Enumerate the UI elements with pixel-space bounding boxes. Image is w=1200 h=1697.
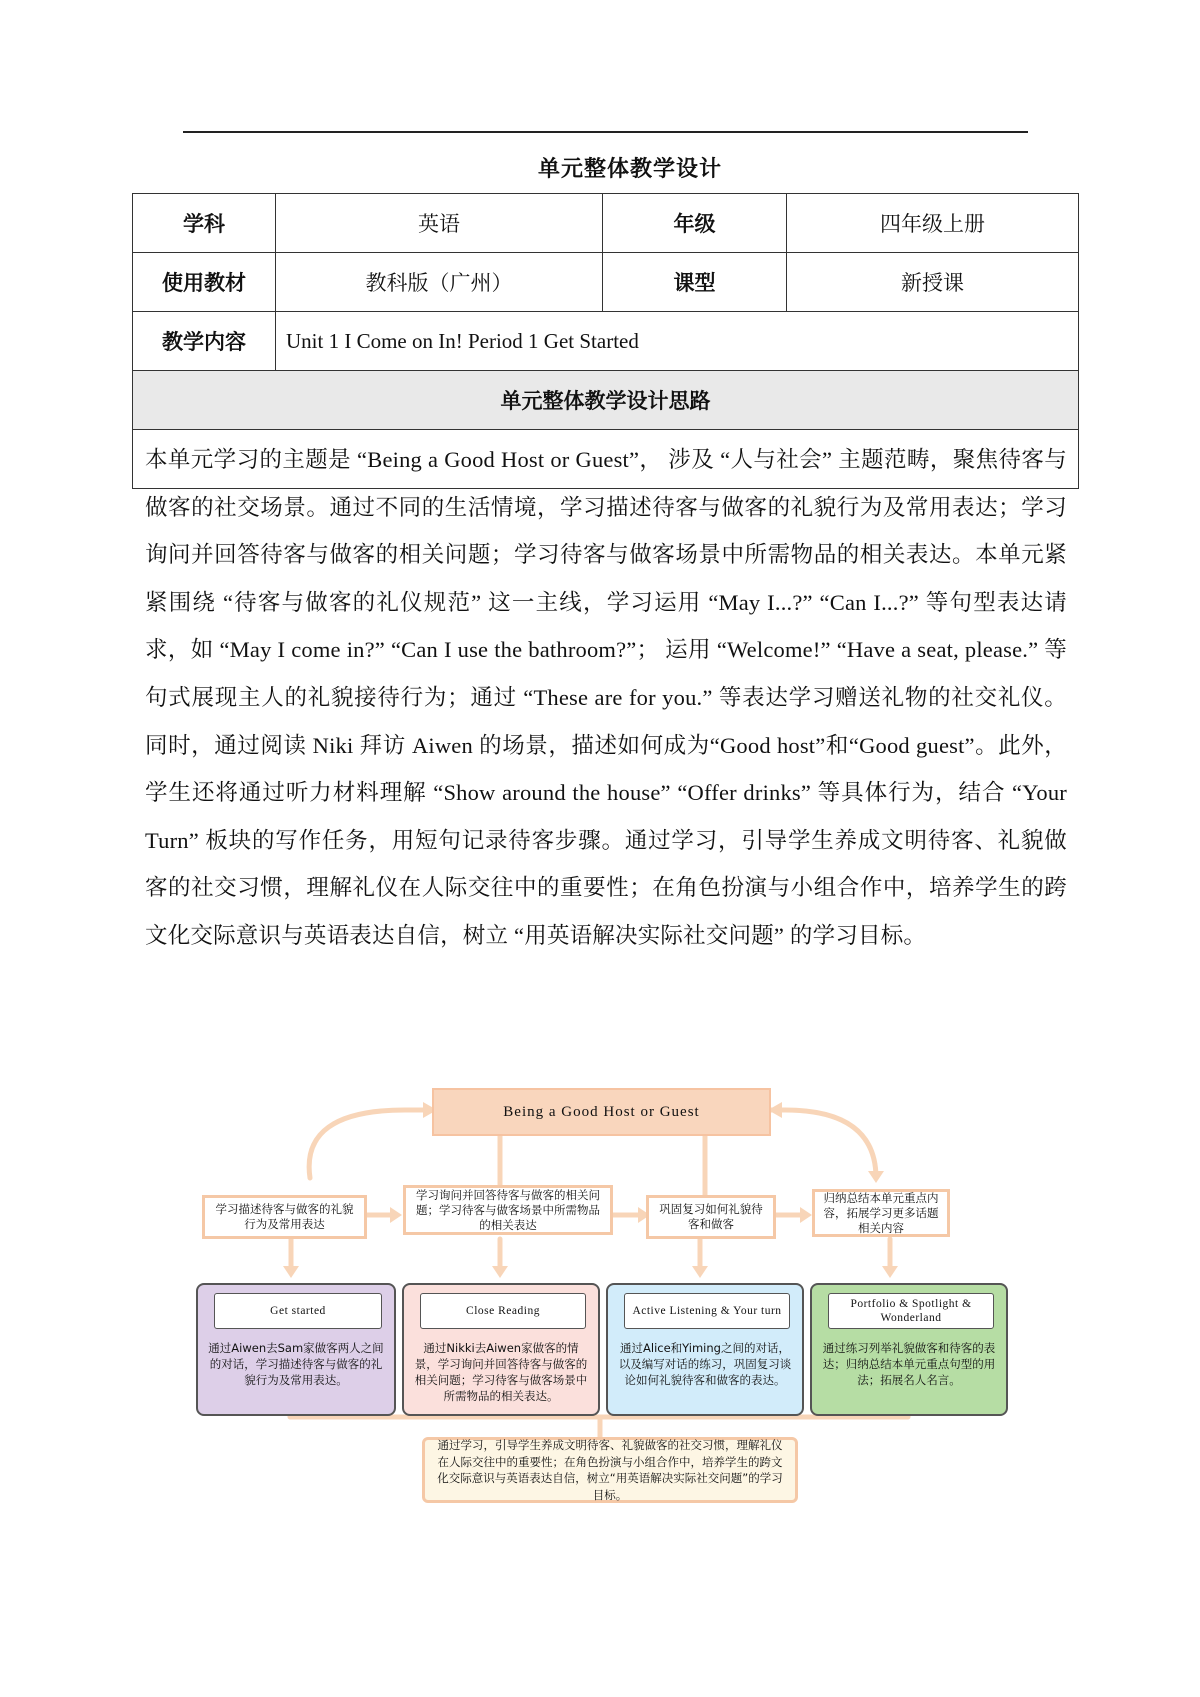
objective-box: 学习描述待客与做客的礼貌行为及常用表达 <box>202 1195 367 1239</box>
textbook-label: 使用教材 <box>133 253 276 312</box>
table-row <box>133 194 1079 253</box>
lesson-card <box>606 1283 804 1416</box>
card-title: Get started <box>214 1293 382 1329</box>
lesson-card <box>810 1283 1008 1416</box>
diagram-title-box: Being a Good Host or Guest <box>432 1088 771 1136</box>
content-value: Unit 1 I Come on In! Period 1 Get Started <box>276 312 1079 371</box>
design-section-heading: 单元整体教学设计思路 <box>133 371 1079 430</box>
objective-box: 学习询问并回答待客与做客的相关问题；学习待客与做客场景中所需物品的相关表达 <box>403 1185 613 1235</box>
card-text: 通过Aiwen去Sam家做客两人之间的对话，学习描述待客与做客的礼貌行为及常用表达。 <box>208 1341 384 1387</box>
lesson-type-value: 新授课 <box>787 253 1079 312</box>
learning-goal-box: 通过学习，引导学生养成文明待客、礼貌做客的社交习惯，理解礼仪在人际交往中的重要性；在角色扮演与小组合作中，培养学生的跨文化交际意识与英语表达自信，树立“用英语解决实际社交问题”的学习目标。 <box>422 1437 798 1503</box>
card-title: Active Listening & Your turn <box>624 1293 790 1329</box>
card-text: 通过练习列举礼貌做客和待客的表达；归纳总结本单元重点句型的用法；拓展名人名言。 <box>822 1341 996 1387</box>
table-row <box>133 253 1079 312</box>
objective-box: 巩固复习如何礼貌待客和做客 <box>646 1195 776 1239</box>
objective-box: 归纳总结本单元重点内容，拓展学习更多话题相关内容 <box>812 1189 950 1237</box>
document-title: 单元整体教学设计 <box>537 157 722 182</box>
textbook-value: 教科版（广州） <box>276 253 603 312</box>
design-body-cell <box>133 430 1079 948</box>
lesson-info-table <box>132 193 1079 948</box>
table-row <box>133 430 1079 489</box>
grade-value: 四年级上册 <box>787 194 1079 253</box>
subject-label: 学科 <box>133 194 276 253</box>
card-title: Close Reading <box>420 1293 586 1329</box>
table-row <box>133 371 1079 430</box>
card-text: 通过Nikki去Aiwen家做客的情景，学习询问并回答待客与做客的相关问题；学习待客与做客场景中所需物品的相关表达。 <box>414 1341 588 1403</box>
header-rule <box>183 131 1028 133</box>
lesson-card <box>402 1283 600 1416</box>
table-row <box>133 312 1079 371</box>
grade-label: 年级 <box>603 194 787 253</box>
lesson-card <box>196 1283 396 1416</box>
card-title: Portfolio & Spotlight & Wonderland <box>828 1293 994 1329</box>
unit-structure-diagram <box>190 1085 1020 1515</box>
card-text: 通过Alice和Yiming之间的对话，以及编写对话的练习，巩固复习谈论如何礼貌待客和做客的表达。 <box>618 1341 792 1387</box>
content-label: 教学内容 <box>133 312 276 371</box>
lesson-type-label: 课型 <box>603 253 787 312</box>
design-paragraph: 本单元学习的主题是 “Being a Good Host or Guest”， 涉及 “人与社会” 主题范畴，聚焦待客与做客的社交场景。通过不同的生活情境，学习描述待客与做客的礼貌行为及常用表达；学习询问并回答待客与做客的相关问题；学习待客与做客场景中所需物品的相关表达。本单元紧紧围绕 “待客与做客的礼仪规范” 这一主线，学习运用 “May I...?” “Can I...?” 等句型表达请求，如 “May I come in?” “Can I use the bathroom?”； 运用 “Welcome!” “Have a seat, please.” 等句式展现主人的礼貌接待行为；通过 “These are for you.” 等表达学习赠送礼物的社交礼仪。同时，通过阅读 Niki 拜访 Aiwen 的场景，描述如何成为“Good host”和“Good guest”。此外，学生还将通过听力材料理解 “Show around the house” “Offer drinks” 等具体行为，结合 “Your Turn” 板块的写作任务，用短句记录待客步骤。通过学习，引导学生养成文明待客、礼貌做客的社交习惯，理解礼仪在人际交往中的重要性；在角色扮演与小组合作中，培养学生的跨文化交际意识与英语表达自信，树立 “用英语解决实际社交问题” 的学习目标。 <box>145 447 1067 948</box>
subject-value: 英语 <box>276 194 603 253</box>
